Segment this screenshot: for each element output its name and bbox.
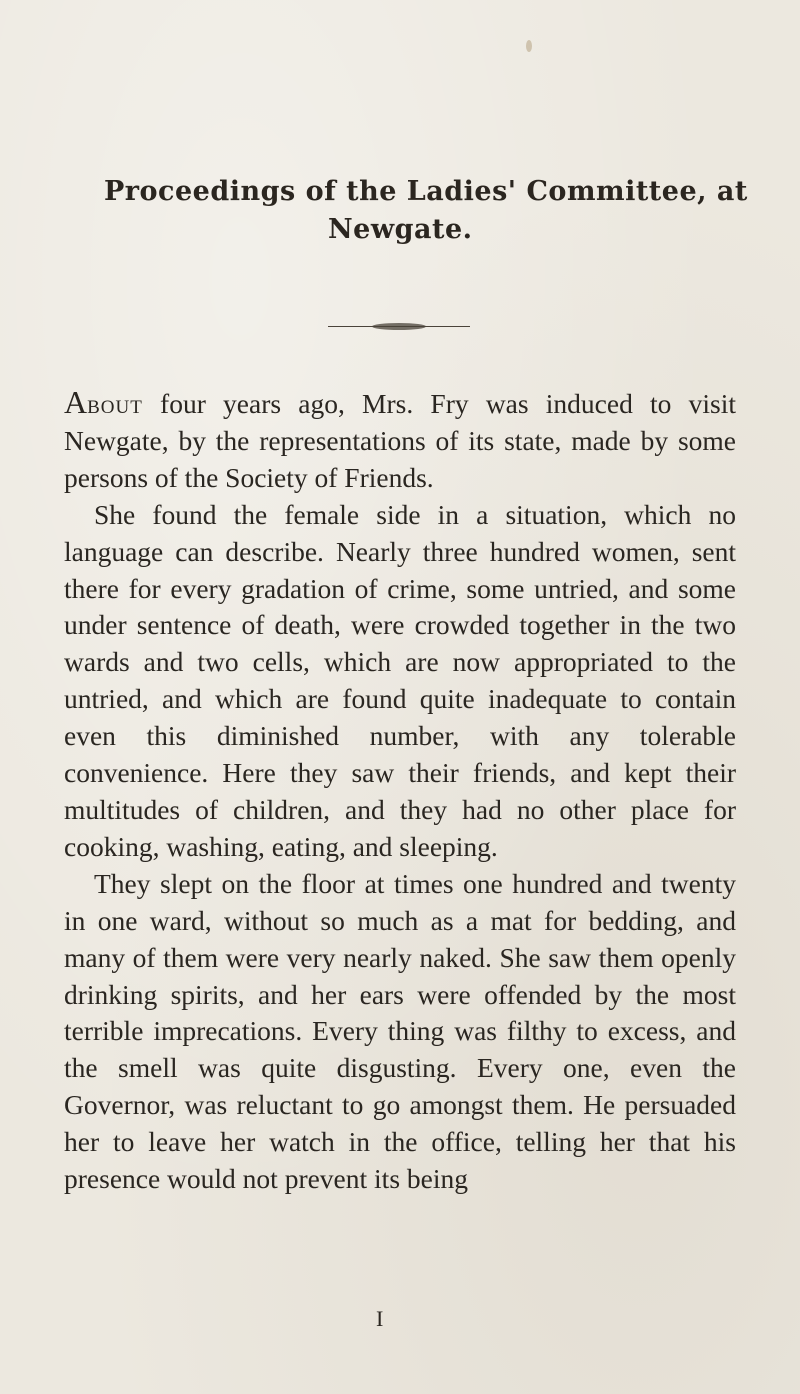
paragraph-1-text: four years ago, Mrs. Fry was induced to visit Newgate, by the representations of its state, made by some persons of the Society of Friends. xyxy=(64,388,736,493)
lead-word-rest: bout xyxy=(87,388,143,419)
rule-ornament xyxy=(372,323,426,330)
lead-letter: A xyxy=(64,384,88,420)
paragraph-2: She found the female side in a situation, which no language can describe. Nearly three hundred women, sent there for every gradation of crime, some untried, and some under sentence of death, were crowded together in the two wards and two cells, which are now appropriated to the untried, and which are found quite inadequate to contain even this diminished number, with any tolerable convenience. Here they saw their friends, and kept their multitudes of children, and they had no other place for cooking, washing, eating, and sleeping. xyxy=(64,498,736,862)
paper-speck xyxy=(526,40,532,52)
paragraph-1 xyxy=(64,384,736,497)
ornamental-rule xyxy=(328,323,470,331)
paragraph-3: They slept on the floor at times one hundred and twenty in one ward, without so much as a mat for bedding, and many of them were very nearly naked. She saw them openly drinking spirits, and her ears were offended by the most terrible imprecations. Every thing was filthy to excess, and the smell was quite disgusting. Every one, even the Governor, was reluctant to go amongst them. He persuaded her to leave her watch in the office, telling her that his presence would not prevent its being xyxy=(64,867,736,1195)
title-line-1: Proceedings of the Ladies' Committee, at xyxy=(104,176,748,207)
signature-mark: I xyxy=(376,1306,384,1331)
body-text xyxy=(64,384,736,1198)
title-line-2: Newgate. xyxy=(328,214,473,245)
